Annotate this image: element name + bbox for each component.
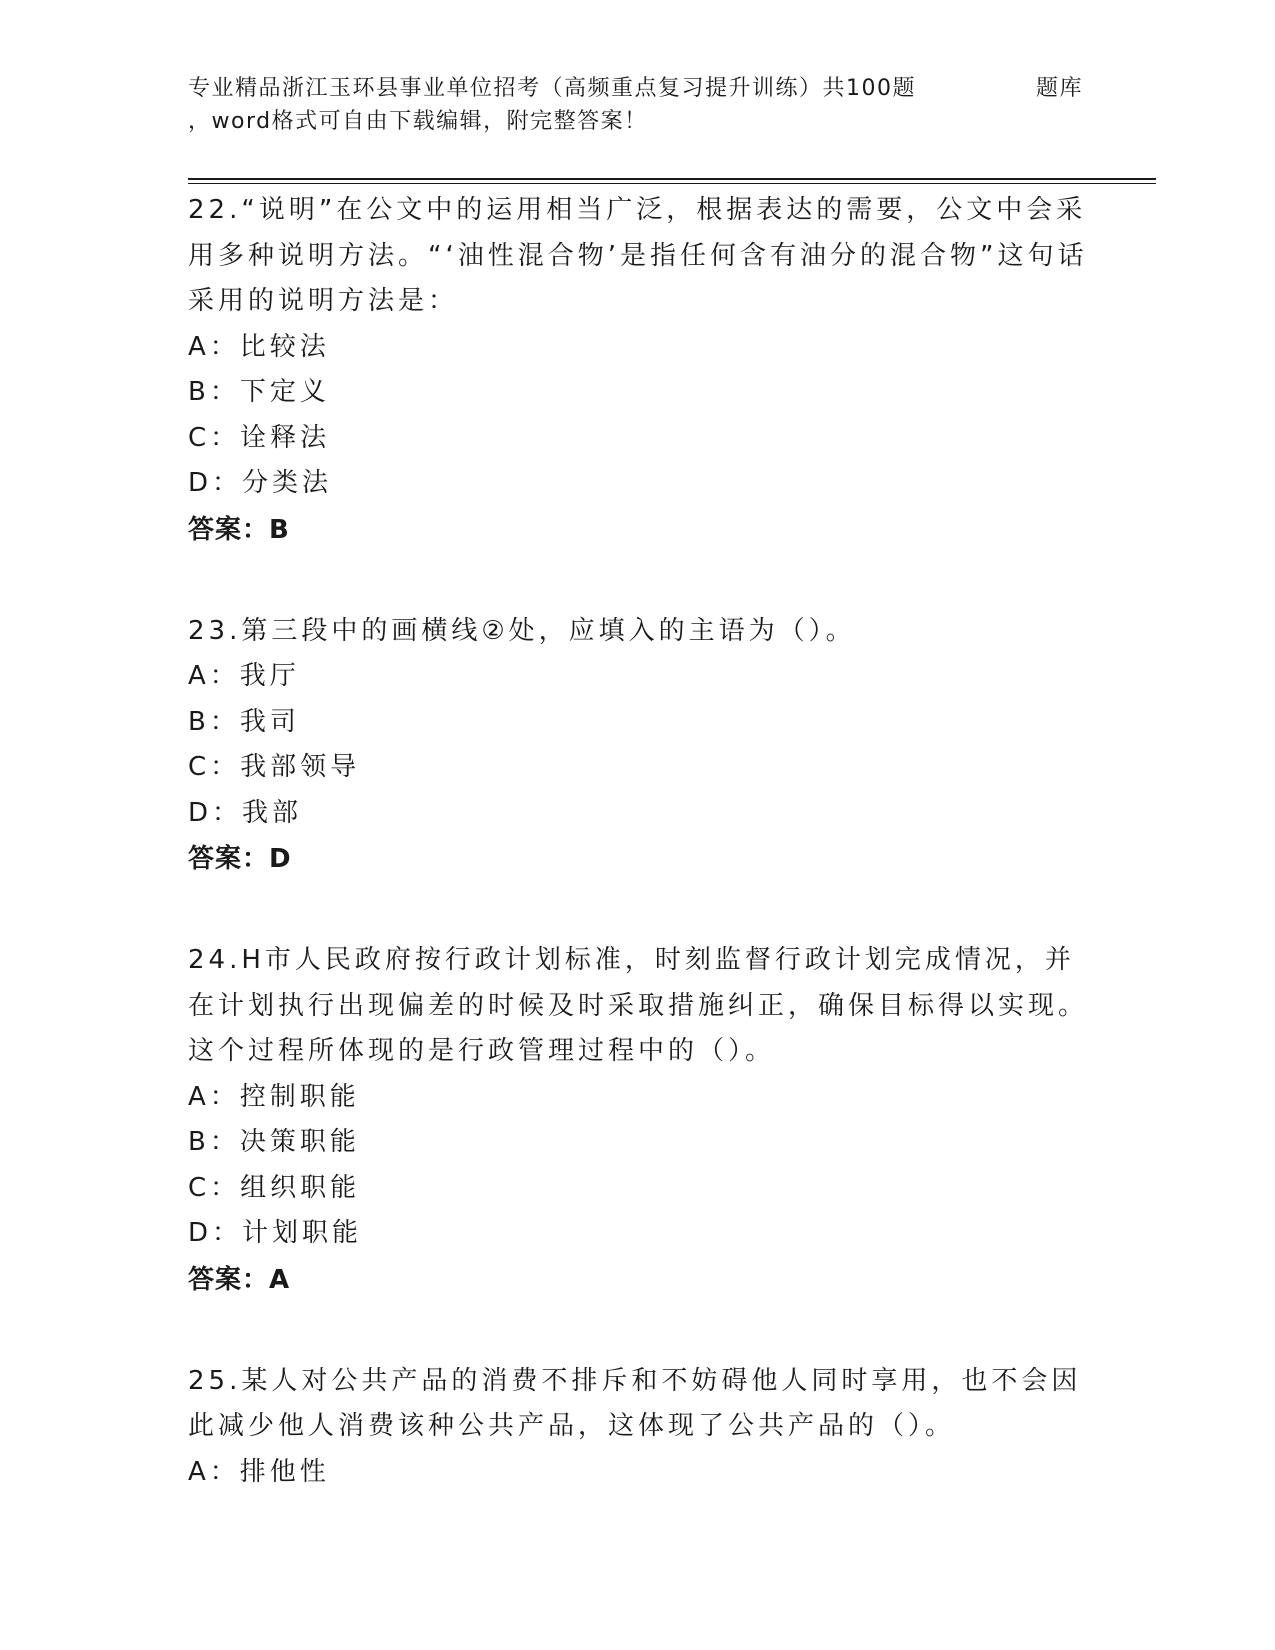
question-25 <box>188 1359 1088 1496</box>
option-c: C：诠释法 <box>188 422 331 453</box>
option-a: A：比较法 <box>188 331 330 362</box>
question-stem: 25.某人对公共产品的消费不排斥和不妨碍他人同时享用，也不会因此减少他人消费该种公共产品，这体现了公共产品的（）。 <box>188 1365 1082 1441</box>
option-b: B：下定义 <box>188 377 330 407</box>
answer: 答案：D <box>188 844 292 874</box>
option-a: A：排他性 <box>188 1456 330 1487</box>
option-a: A：我厅 <box>188 661 300 691</box>
option-b: B：我司 <box>188 706 300 737</box>
header-subtitle: ，word格式可自由下载编辑，附完整答案！ <box>188 109 648 134</box>
option-a: A：控制职能 <box>188 1081 360 1112</box>
question-24 <box>188 938 1088 1303</box>
question-stem: 22.“说明”在公文中的运用相当广泛，根据表达的需要，公文中会采用多种说明方法。“‘油性混合物’是指任何含有油分的混合物”这句话采用的说明方法是： <box>188 195 1088 316</box>
option-b: B：决策职能 <box>188 1127 360 1157</box>
option-d: D：我部 <box>188 797 303 828</box>
header-line-1 <box>188 72 1098 105</box>
header-category-label: 题库 <box>1036 76 1084 101</box>
header-divider-thick <box>188 178 1156 180</box>
question-23 <box>188 609 1088 883</box>
option-d: D：分类法 <box>188 468 333 498</box>
option-d: D：计划职能 <box>188 1218 363 1248</box>
answer: 答案：B <box>188 514 290 545</box>
question-stem: 24.H市人民政府按行政计划标准，时刻监督行政计划完成情况，并在计划执行出现偏差的时候及时采取措施纠正，确保目标得以实现。这个过程所体现的是行政管理过程中的（）。 <box>188 945 1089 1066</box>
question-22 <box>188 188 1088 553</box>
question-stem: 23.第三段中的画横线②处，应填入的主语为（）。 <box>188 615 856 646</box>
option-c: C：我部领导 <box>188 752 361 782</box>
document-title: 专业精品浙江玉环县事业单位招考（高频重点复习提升训练）共100题 <box>188 76 916 101</box>
header-divider-thin <box>188 183 1156 184</box>
answer: 答案：A <box>188 1264 291 1295</box>
option-c: C：组织职能 <box>188 1172 361 1203</box>
page-header <box>188 72 1098 138</box>
question-list <box>188 188 1088 1551</box>
